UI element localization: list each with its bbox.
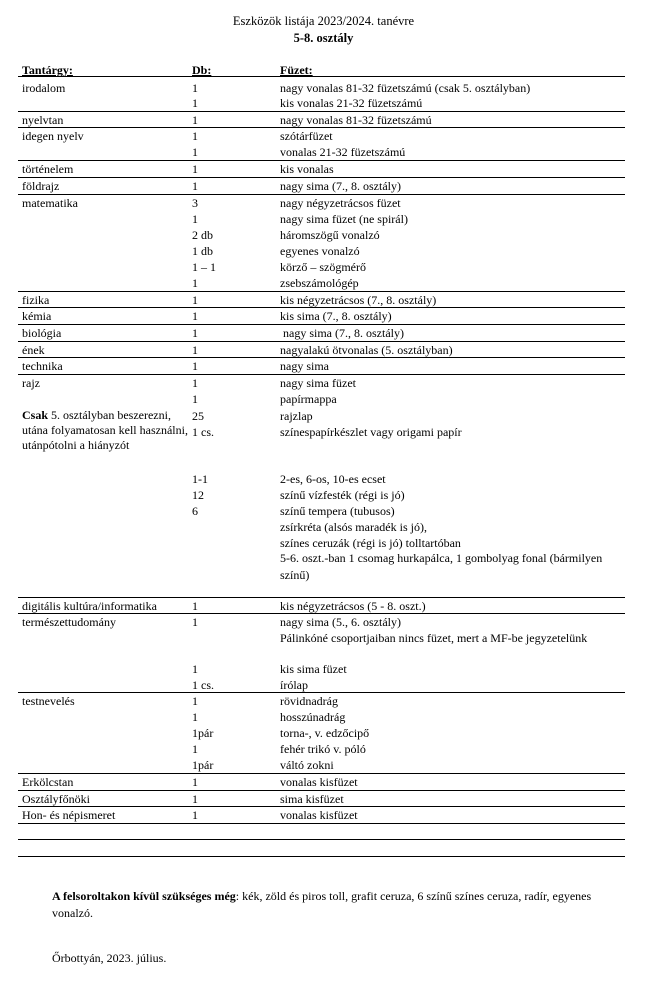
cell-subject: kémia bbox=[22, 309, 52, 323]
cell-item: nagy sima (7., 8. osztály) bbox=[280, 179, 401, 193]
cell-qty: 1 bbox=[192, 343, 198, 357]
cell-qty: 1 bbox=[192, 615, 198, 629]
cell-item: kis sima (7., 8. osztály) bbox=[280, 309, 392, 323]
cell-item: papírmappa bbox=[280, 392, 337, 406]
cell-item: vonalas 21-32 füzetszámú bbox=[280, 145, 406, 159]
cell-subject: természettudomány bbox=[22, 615, 116, 629]
cell-item: torna-, v. edzőcipő bbox=[280, 726, 370, 740]
cell-qty: 1 bbox=[192, 694, 198, 708]
cell-subject: földrajz bbox=[22, 179, 60, 193]
header-qty: Db: bbox=[192, 63, 212, 77]
cell-item: vonalas kisfüzet bbox=[280, 775, 358, 789]
header-rule bbox=[18, 76, 625, 77]
note-text: : kék, zöld és piros toll, grafit ceruza, 6 színű színes ceruza, radír, egyenes vonalzó. bbox=[52, 889, 592, 920]
cell-qty: 1 – 1 bbox=[192, 260, 216, 274]
cell-qty: 1 db bbox=[192, 244, 213, 258]
cell-item: színű vízfesték (régi is jó) bbox=[280, 488, 405, 502]
cell-item: nagy sima füzet (ne spirál) bbox=[280, 212, 408, 226]
cell-subject: történelem bbox=[22, 162, 74, 176]
cell-item: váltó zokni bbox=[280, 758, 334, 772]
cell-qty: 1pár bbox=[192, 758, 214, 772]
row-divider bbox=[18, 856, 625, 857]
cell-subject: digitális kultúra/informatika bbox=[22, 599, 157, 613]
cell-qty: 1 bbox=[192, 376, 198, 390]
cell-qty: 1 bbox=[192, 276, 198, 290]
cell-subject: technika bbox=[22, 359, 63, 373]
rajz-note bbox=[22, 408, 190, 453]
cell-subject: Erkölcstan bbox=[22, 775, 74, 789]
rajz-note-text: 5. osztályban beszerezni, utána folyamatosan kell használni, utánpótolni a hiányzót bbox=[22, 408, 188, 452]
cell-qty: 1 bbox=[192, 599, 198, 613]
cell-qty: 2 db bbox=[192, 228, 213, 242]
cell-item: zsebszámológép bbox=[280, 276, 359, 290]
cell-subject: Hon- és népismeret bbox=[22, 808, 116, 822]
place-date: Őrbottyán, 2023. július. bbox=[52, 951, 167, 965]
cell-item: kis sima füzet bbox=[280, 662, 347, 676]
cell-qty: 1 bbox=[192, 392, 198, 406]
cell-item: nagy sima füzet bbox=[280, 376, 356, 390]
cell-qty: 1 bbox=[192, 710, 198, 724]
cell-qty: 1pár bbox=[192, 726, 214, 740]
header-subject: Tantárgy: bbox=[22, 63, 73, 77]
cell-item: színes ceruzák (régi is jó) tolltartóban bbox=[280, 536, 461, 550]
cell-item: színespapírkészlet vagy origami papír bbox=[280, 425, 462, 439]
cell-qty: 1 bbox=[192, 662, 198, 676]
cell-item: fehér trikó v. póló bbox=[280, 742, 366, 756]
cell-item: 5-6. oszt.-ban 1 csomag hurkapálca, 1 gombolyag fonal (bármilyen színű) bbox=[280, 551, 603, 582]
cell-qty: 25 bbox=[192, 409, 204, 423]
cell-qty: 1 bbox=[192, 81, 198, 95]
cell-item: hosszúnadrág bbox=[280, 710, 346, 724]
cell-item: rajzlap bbox=[280, 409, 313, 423]
cell-qty: 1 bbox=[192, 162, 198, 176]
cell-subject: fizika bbox=[22, 293, 50, 307]
cell-subject: ének bbox=[22, 343, 45, 357]
cell-item: körző – szögmérő bbox=[280, 260, 366, 274]
cell-qty: 6 bbox=[192, 504, 198, 518]
cell-subject: Osztályfőnöki bbox=[22, 792, 90, 806]
cell-item: kis vonalas bbox=[280, 162, 334, 176]
cell-item: nagy vonalas 81-32 füzetszámú bbox=[280, 113, 432, 127]
cell-qty: 1 bbox=[192, 293, 198, 307]
cell-item: rövidnadrág bbox=[280, 694, 338, 708]
cell-qty: 1 bbox=[192, 775, 198, 789]
cell-item: kis vonalas 21-32 füzetszámú bbox=[280, 96, 423, 110]
cell-subject: biológia bbox=[22, 326, 62, 340]
cell-item: Pálinkóné csoportjaiban nincs füzet, mert a MF-be jegyzetelünk bbox=[280, 631, 588, 645]
cell-qty: 1 cs. bbox=[192, 678, 214, 692]
cell-qty: 1-1 bbox=[192, 472, 208, 486]
cell-item: nagy vonalas 81-32 füzetszámú (csak 5. osztályban) bbox=[280, 81, 531, 95]
cell-subject: irodalom bbox=[22, 81, 66, 95]
cell-qty: 12 bbox=[192, 488, 204, 502]
cell-item: háromszögű vonalzó bbox=[280, 228, 380, 242]
cell-item: kis négyzetrácsos (5 - 8. oszt.) bbox=[280, 599, 426, 613]
cell-item: sima kisfüzet bbox=[280, 792, 344, 806]
cell-qty: 1 bbox=[192, 179, 198, 193]
cell-subject: idegen nyelv bbox=[22, 129, 84, 143]
cell-item: szótárfüzet bbox=[280, 129, 333, 143]
cell-qty: 1 cs. bbox=[192, 425, 214, 439]
row-divider bbox=[18, 839, 625, 840]
cell-item: nagy sima (5., 6. osztály) bbox=[280, 615, 401, 629]
cell-item: nagy sima bbox=[280, 359, 329, 373]
note-heading: A felsoroltakon kívül szükséges még bbox=[52, 889, 236, 903]
cell-subject: testnevelés bbox=[22, 694, 75, 708]
cell-item: 2-es, 6-os, 10-es ecset bbox=[280, 472, 386, 486]
doc-subtitle: 5-8. osztály bbox=[293, 31, 354, 45]
cell-qty: 1 bbox=[192, 212, 198, 226]
cell-item: nagy négyzetrácsos füzet bbox=[280, 196, 401, 210]
cell-item: egyenes vonalzó bbox=[280, 244, 360, 258]
cell-subject: rajz bbox=[22, 376, 40, 390]
cell-item: zsírkréta (alsós maradék is jó), bbox=[280, 520, 427, 534]
extra-supplies-note bbox=[52, 888, 612, 921]
cell-item: színű tempera (tubusos) bbox=[280, 504, 395, 518]
cell-qty: 1 bbox=[192, 808, 198, 822]
cell-item: kis négyzetrácsos (7., 8. osztály) bbox=[280, 293, 437, 307]
header-item: Füzet: bbox=[280, 63, 313, 77]
cell-qty: 1 bbox=[192, 113, 198, 127]
cell-subject: nyelvtan bbox=[22, 113, 64, 127]
cell-qty: 1 bbox=[192, 145, 198, 159]
cell-qty: 1 bbox=[192, 96, 198, 110]
cell-qty: 1 bbox=[192, 309, 198, 323]
cell-item: nagyalakú ötvonalas (5. osztályban) bbox=[280, 343, 453, 357]
cell-qty: 1 bbox=[192, 326, 198, 340]
doc-title: Eszközök listája 2023/2024. tanévre bbox=[232, 14, 415, 28]
cell-qty: 1 bbox=[192, 792, 198, 806]
cell-item: vonalas kisfüzet bbox=[280, 808, 358, 822]
cell-qty: 1 bbox=[192, 359, 198, 373]
cell-item: nagy sima (7., 8. osztály) bbox=[280, 326, 404, 340]
cell-subject: matematika bbox=[22, 196, 78, 210]
rajz-note-bold: Csak bbox=[22, 408, 49, 422]
cell-item: írólap bbox=[280, 678, 308, 692]
row-divider bbox=[18, 823, 625, 824]
cell-qty: 1 bbox=[192, 742, 198, 756]
cell-qty: 1 bbox=[192, 129, 198, 143]
cell-qty: 3 bbox=[192, 196, 198, 210]
